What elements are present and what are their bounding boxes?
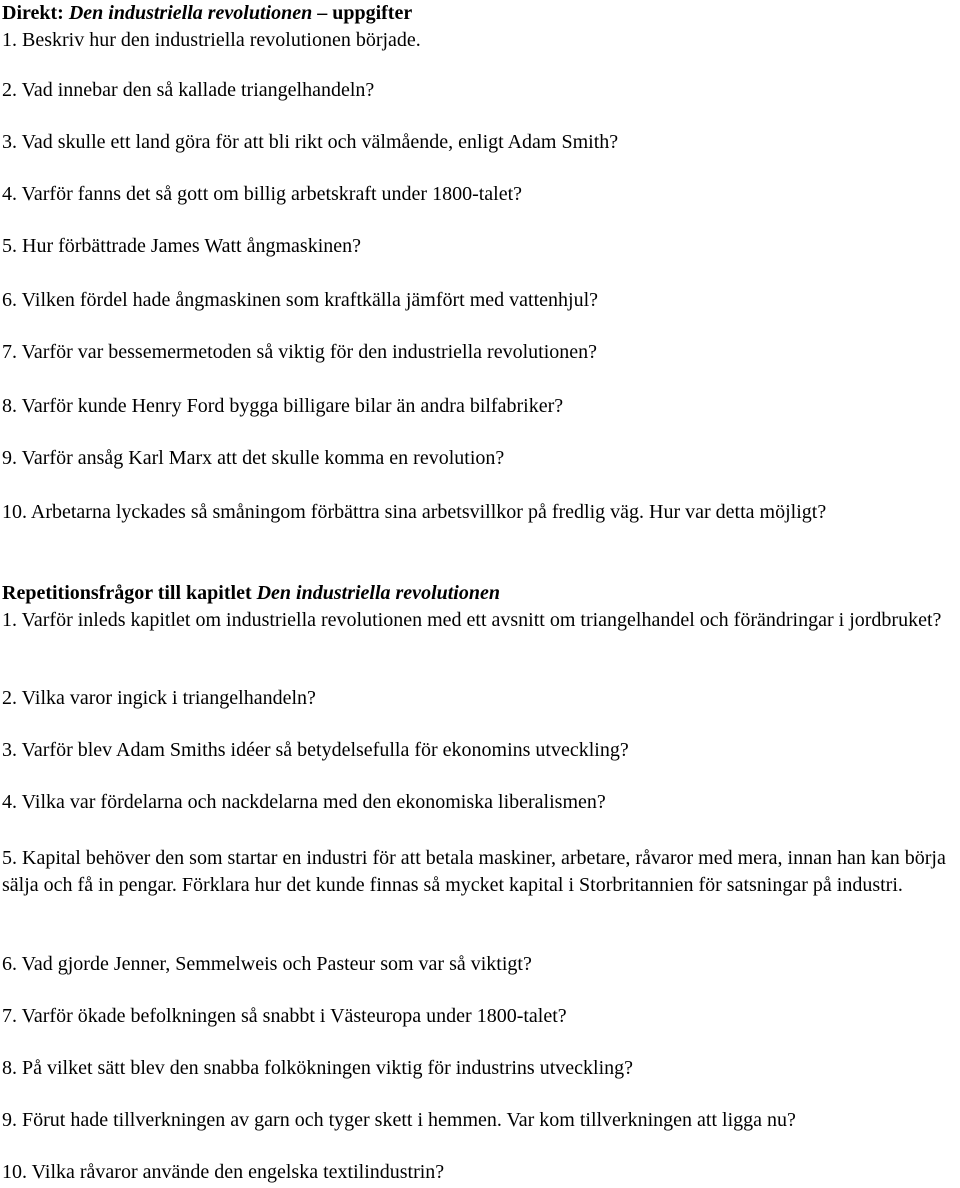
- section2-question-2: 2. Vilka varor ingick i triangelhandeln?: [2, 687, 316, 709]
- section2-heading: [2, 581, 500, 605]
- section1-question-7: 7. Varför var bessemermetoden så viktig för den industriella revolutionen?: [2, 341, 598, 363]
- section1-question-2: 2. Vad innebar den så kallade triangelhandeln?: [2, 79, 375, 101]
- section2-question-8: 8. På vilket sätt blev den snabba folkökningen viktig för industrins utveckling?: [2, 1057, 634, 1079]
- section2-question-10: 10. Vilka råvaror använde den engelska textilindustrin?: [2, 1161, 445, 1183]
- section1-heading-prefix: Direkt:: [2, 2, 69, 24]
- section1-heading-suffix: – uppgifter: [312, 2, 413, 24]
- section1-question-8: 8. Varför kunde Henry Ford bygga billigare bilar än andra bilfabriker?: [2, 395, 564, 417]
- section2-question-1: 1. Varför inleds kapitlet om industriella revolutionen med ett avsnitt om triangelhandel och förändringar i jordbruket?: [2, 609, 942, 631]
- section2-question-3: 3. Varför blev Adam Smiths idéer så betydelsefulla för ekonomins utveckling?: [2, 739, 629, 761]
- section2-question-7: 7. Varför ökade befolkningen så snabbt i Västeuropa under 1800-talet?: [2, 1005, 567, 1027]
- section2-question-5: 5. Kapital behöver den som startar en industri för att betala maskiner, arbetare, råvaror med mera, innan han kan börja sälja och få in pengar. Förklara hur det kunde finnas så mycket kapital i Storbritannien för satsningar på industri.: [2, 847, 946, 896]
- section1-question-10: 10. Arbetarna lyckades så småningom förbättra sina arbetsvillkor på fredlig väg. Hur var detta möjligt?: [2, 501, 827, 523]
- section1-heading: [2, 1, 412, 25]
- section1-question-5: 5. Hur förbättrade James Watt ångmaskinen?: [2, 235, 362, 257]
- section1-question-3: 3. Vad skulle ett land göra för att bli rikt och välmående, enligt Adam Smith?: [2, 131, 619, 153]
- section1-question-1: 1. Beskriv hur den industriella revolutionen började.: [2, 29, 421, 51]
- section1-question-4: 4. Varför fanns det så gott om billig arbetskraft under 1800-talet?: [2, 183, 523, 205]
- section2-heading-prefix: Repetitionsfrågor till kapitlet: [2, 582, 257, 604]
- section2-question-4: 4. Vilka var fördelarna och nackdelarna med den ekonomiska liberalismen?: [2, 791, 606, 813]
- section2-heading-title: Den industriella revolutionen: [256, 582, 500, 604]
- section1-question-9: 9. Varför ansåg Karl Marx att det skulle komma en revolution?: [2, 447, 505, 469]
- section2-question-6: 6. Vad gjorde Jenner, Semmelweis och Pasteur som var så viktigt?: [2, 953, 532, 975]
- section1-heading-title: Den industriella revolutionen: [68, 2, 313, 24]
- section2-question-9: 9. Förut hade tillverkningen av garn och tyger skett i hemmen. Var kom tillverkningen att ligga nu?: [2, 1109, 796, 1131]
- section1-question-6: 6. Vilken fördel hade ångmaskinen som kraftkälla jämfört med vattenhjul?: [2, 289, 599, 311]
